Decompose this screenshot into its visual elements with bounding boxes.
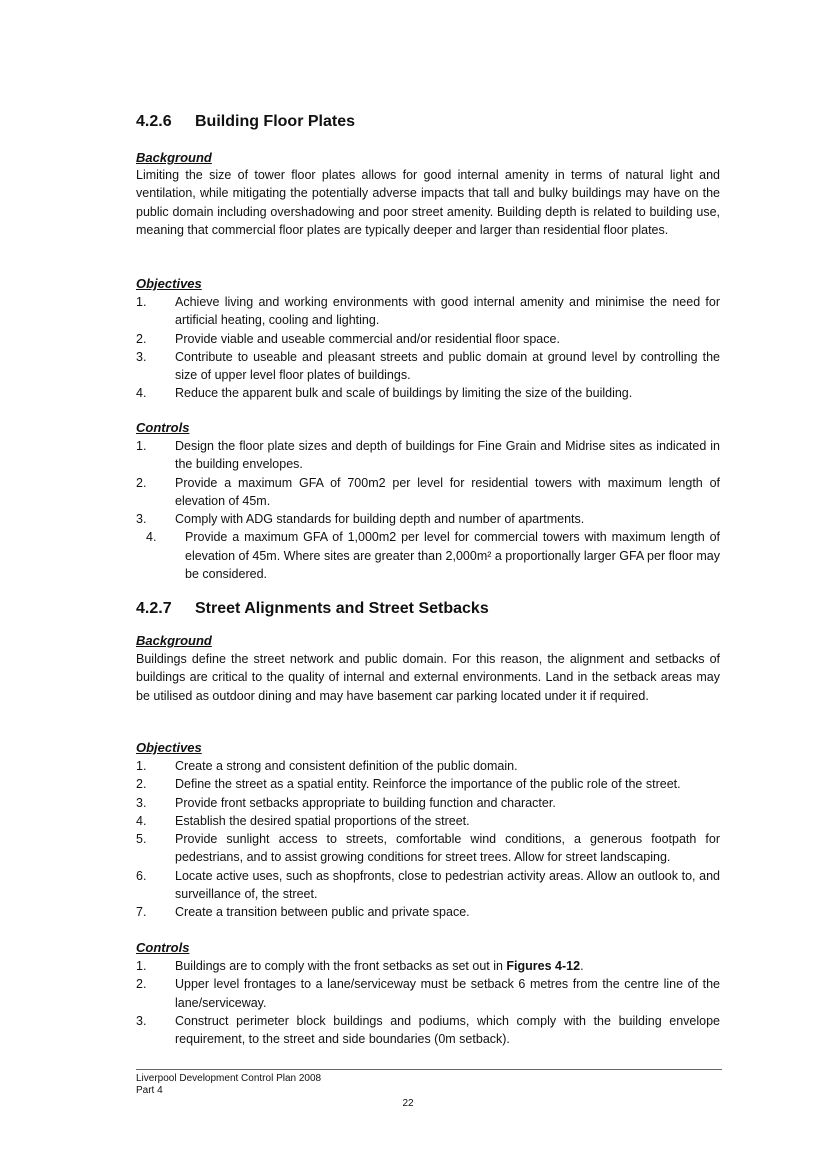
- list-item: 2. Provide viable and useable commercial and/or residential floor space.: [136, 331, 560, 346]
- list-item: 7. Create a transition between public and private space.: [136, 905, 470, 920]
- objectives-heading: Objectives: [136, 276, 202, 291]
- objectives-list: [136, 757, 720, 922]
- controls-heading: Controls: [136, 420, 190, 435]
- list-item: 3. Comply with ADG standards for building depth and number of apartments.: [136, 512, 585, 527]
- footer-part: Part 4: [136, 1085, 163, 1096]
- list-item: 4. Establish the desired spatial proportions of the street.: [136, 813, 470, 828]
- objectives-heading: Objectives: [136, 740, 202, 755]
- list-item: 2. Upper level frontages to a lane/serviceway must be setback 6 metres from the centre line of the lane/serviceway.: [136, 977, 720, 1010]
- list-item: 4. Provide a maximum GFA of 1,000m2 per level for commercial towers with maximum length of elevation of 45m. Where sites are greater than 2,000m² a proportionally larger GFA per floor may be considered.: [146, 530, 720, 582]
- controls-heading: Controls: [136, 940, 190, 955]
- section-heading-4-2-6: [136, 113, 355, 131]
- background-heading: Background: [136, 633, 212, 648]
- list-item: 2. Provide a maximum GFA of 700m2 per level for residential towers with maximum length of elevation of 45m.: [136, 475, 720, 508]
- page-number: 22: [402, 1098, 414, 1109]
- background-text: Buildings define the street network and public domain. For this reason, the alignment and setbacks of buildings are critical to the quality of internal and external environments. Land in the setback areas may be utilised as outdoor dining and may have basement car parking located under it if required.: [136, 652, 720, 703]
- list-item: 1. Create a strong and consistent definition of the public domain.: [136, 759, 518, 773]
- controls-list: [136, 957, 720, 1048]
- background-heading: Background: [136, 150, 212, 165]
- list-item: 2. Define the street as a spatial entity. Reinforce the importance of the public role of the street.: [136, 777, 681, 792]
- page-footer: [136, 1073, 321, 1097]
- section-heading-4-2-7: [136, 600, 489, 618]
- objectives-list: [136, 293, 720, 403]
- list-item: 3. Contribute to useable and pleasant streets and public domain at ground level by controlling the size of upper level floor plates of buildings.: [136, 349, 720, 383]
- list-item: 6. Locate active uses, such as shopfronts, close to pedestrian activity areas. Allow an outlook to, and surveillance of, the street.: [136, 868, 720, 902]
- controls-list: [136, 437, 720, 583]
- background-text: Limiting the size of tower floor plates allows for good internal amenity in terms of natural light and ventilation, while mitigating the potentially adverse impacts that tall and bulky buildings may have on the public domain including overshadowing and poor street amenity. Building depth is related to building use, meaning that commercial floor plates are typically deeper and larger than residential floor plates.: [136, 168, 720, 237]
- list-item: 4. Reduce the apparent bulk and scale of buildings by limiting the size of the building.: [136, 386, 633, 401]
- list-item: 1. Buildings are to comply with the front setbacks as set out in Figures 4-12.: [136, 959, 584, 973]
- section-number: 4.2.6: [136, 113, 172, 130]
- list-item: 1. Design the floor plate sizes and depth of buildings for Fine Grain and Midrise sites as indicated in the building envelopes.: [136, 439, 720, 472]
- list-item: 3. Provide front setbacks appropriate to building function and character.: [136, 795, 556, 810]
- list-item: 3. Construct perimeter block buildings and podiums, which comply with the building envelope requirement, to the street and side boundaries (0m setback).: [136, 1013, 720, 1047]
- footer-divider: [136, 1069, 722, 1070]
- section-title: Street Alignments and Street Setbacks: [195, 600, 489, 617]
- figure-reference: Figures 4-12: [506, 959, 581, 973]
- list-item: 1. Achieve living and working environments with good internal amenity and minimise the need for artificial heating, cooling and lighting.: [136, 295, 720, 328]
- footer-document-title: Liverpool Development Control Plan 2008: [136, 1073, 322, 1084]
- list-item: 5. Provide sunlight access to streets, comfortable wind conditions, a generous footpath for pedestrians, and to assist growing conditions for street trees. Allow for street landscaping.: [136, 832, 720, 865]
- section-title: Building Floor Plates: [195, 113, 356, 130]
- section-number: 4.2.7: [136, 600, 172, 617]
